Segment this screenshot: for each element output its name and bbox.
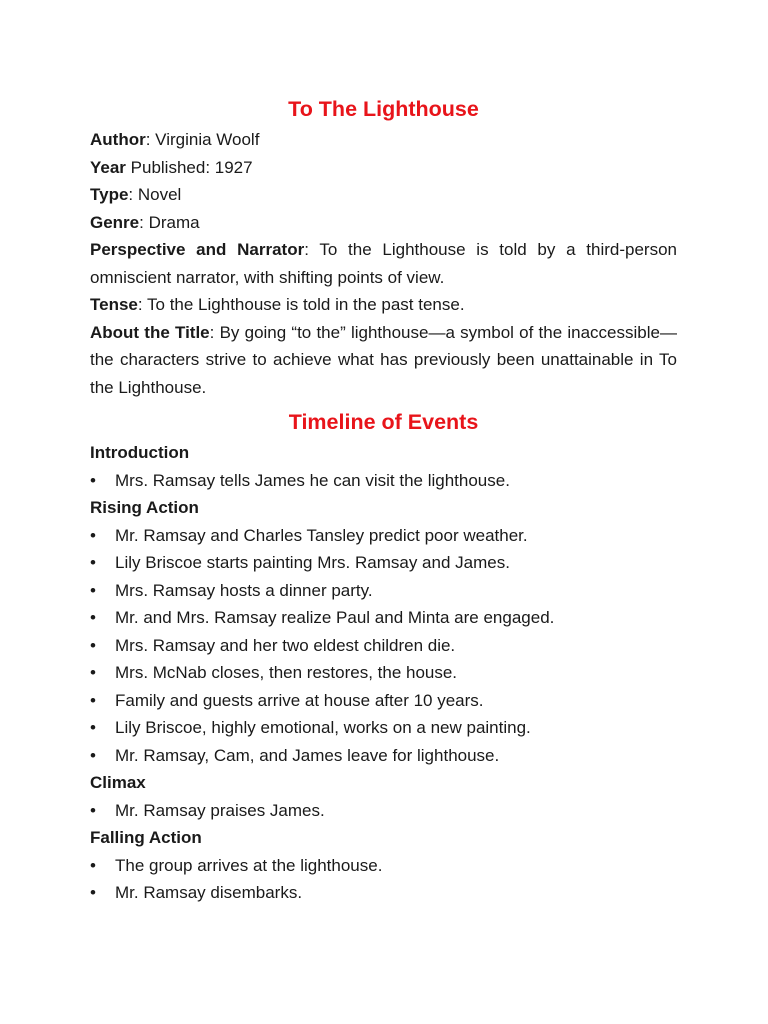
list-item-text: Lily Briscoe starts painting Mrs. Ramsay and James.: [115, 553, 510, 572]
list-item: [90, 632, 677, 660]
bullet-icon: •: [90, 525, 96, 545]
genre-label: Genre: [90, 212, 140, 232]
list-item: [90, 549, 677, 577]
bullet-icon: •: [90, 635, 96, 655]
bullet-icon: •: [90, 800, 96, 820]
phase-introduction: Introduction: [90, 443, 190, 462]
page-title: To The Lighthouse: [288, 97, 479, 121]
list-item-text: Mr. Ramsay and Charles Tansley predict poor weather.: [115, 525, 528, 545]
genre-line: [90, 209, 677, 237]
list-item-text: Mr. Ramsay, Cam, and James leave for lighthouse.: [115, 745, 500, 765]
perspective-label: Perspective and Narrator: [90, 240, 305, 259]
list-item-text: The group arrives at the lighthouse.: [115, 855, 383, 875]
tense-value: : To the Lighthouse is told in the past tense.: [137, 295, 465, 314]
list-item: [90, 604, 677, 632]
about-title-paragraph: [90, 319, 677, 402]
type-line: [90, 181, 677, 209]
bullet-icon: •: [90, 690, 96, 710]
list-item: [90, 879, 677, 907]
timeline-title: Timeline of Events: [288, 410, 479, 434]
year-value: Published: 1927: [125, 157, 253, 177]
list-item: [90, 577, 677, 605]
list-item-text: Mr. Ramsay disembarks.: [115, 883, 303, 902]
author-value: : Virginia Woolf: [145, 130, 260, 149]
bullet-icon: •: [90, 470, 96, 490]
list-item: [90, 687, 677, 715]
bullet-icon: •: [90, 718, 96, 737]
list-item: [90, 852, 677, 880]
list-item-text: Mrs. Ramsay and her two eldest children die.: [115, 635, 456, 655]
list-item-text: Mrs. Ramsay tells James he can visit the lighthouse.: [115, 470, 510, 490]
list-item: [90, 742, 677, 770]
phase-climax: Climax: [90, 773, 146, 792]
bullet-icon: •: [90, 855, 96, 875]
phase-rising-action: Rising Action: [90, 498, 199, 517]
bullet-icon: •: [90, 553, 96, 572]
year-line: [90, 154, 677, 182]
bullet-icon: •: [90, 608, 96, 627]
list-item: [90, 659, 677, 687]
list-item: [90, 467, 677, 495]
rising-action-list: [90, 522, 677, 770]
climax-list: [90, 797, 677, 825]
list-item: [90, 522, 677, 550]
list-item: [90, 714, 677, 742]
list-item-text: Mrs. Ramsay hosts a dinner party.: [115, 580, 373, 600]
bullet-icon: •: [90, 663, 96, 682]
author-line: [90, 126, 677, 154]
list-item-text: Mr. Ramsay praises James.: [115, 800, 325, 820]
list-item-text: Mrs. McNab closes, then restores, the house.: [115, 663, 458, 682]
type-value: : Novel: [128, 185, 182, 204]
bullet-icon: •: [90, 580, 96, 600]
perspective-value: : To the Lighthouse is told by a third-person omniscient narrator, with shifting points of view.: [90, 240, 677, 287]
falling-action-list: [90, 852, 677, 907]
bullet-icon: •: [90, 745, 96, 765]
phase-falling-action: Falling Action: [90, 828, 202, 847]
introduction-list: [90, 467, 677, 495]
document-page: [90, 92, 677, 907]
list-item-text: Family and guests arrive at house after 10 years.: [115, 690, 484, 710]
perspective-paragraph: [90, 236, 677, 291]
list-item-text: Mr. and Mrs. Ramsay realize Paul and Minta are engaged.: [115, 608, 555, 627]
year-label: Year: [90, 157, 126, 177]
about-title-value: : By going “to the” lighthouse—a symbol of the inaccessible—the characters strive to achieve what has previously been unattainable in To the Lighthouse.: [90, 322, 677, 397]
type-label: Type: [90, 185, 129, 204]
author-label: Author: [90, 130, 146, 149]
list-item-text: Lily Briscoe, highly emotional, works on a new painting.: [115, 718, 531, 737]
list-item: [90, 797, 677, 825]
bullet-icon: •: [90, 883, 96, 902]
about-title-label: About the Title: [90, 322, 210, 342]
tense-label: Tense: [90, 295, 138, 314]
genre-value: : Drama: [139, 212, 200, 232]
tense-line: [90, 291, 677, 319]
